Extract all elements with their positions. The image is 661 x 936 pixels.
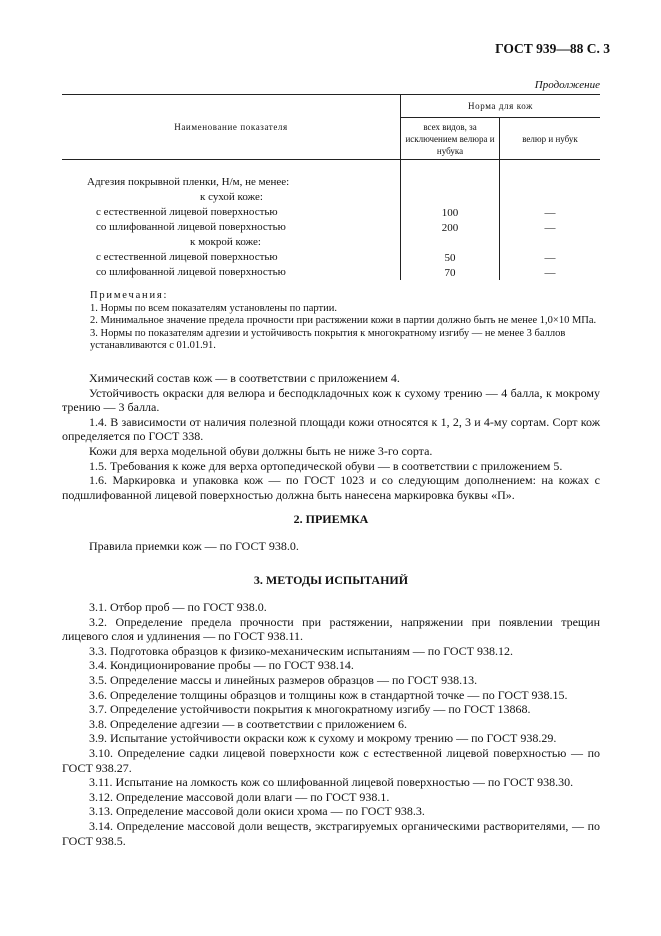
row-value-velour: — [544, 221, 556, 234]
table-row [62, 175, 600, 190]
row-value-velour [500, 235, 601, 250]
note-item: 2. Минимальное значение предела прочности при растяжении кожи в партии должно быть не менее 1,0×10 МПа. [90, 315, 597, 326]
row-name: с естественной лицевой поверхностью [62, 250, 401, 265]
row-value-all: 100 [401, 205, 500, 220]
row-name: к мокрой коже: [62, 235, 401, 250]
list-item: 3.4. Кондиционирование пробы — по ГОСТ 938.14. [89, 658, 354, 673]
paragraph: Кожи для верха модельной обуви должны быть не ниже 3-го сорта. [89, 443, 433, 458]
row-name: со шлифованной лицевой поверхностью [62, 265, 401, 280]
requirements-text [62, 371, 600, 502]
row-name: со шлифованной лицевой поверхностью [62, 220, 401, 235]
list-item: 3.3. Подготовка образцов к физико-механическим испытаниям — по ГОСТ 938.12. [89, 643, 514, 658]
table-row [62, 265, 600, 280]
section-title-test-methods: 3. МЕТОДЫ ИСПЫТАНИЙ [253, 573, 409, 587]
list-item: 3.2. Определение предела прочности при растяжении, напряжении при появлении трещин лицевого слоя и удлинения — по ГОСТ 938.11. [62, 614, 600, 644]
table-row [62, 190, 600, 205]
paragraph: 1.4. В зависимости от наличия полезной площади кожи относятся к 1, 2, 3 и 4-му сортам. Сорт кож определяется по ГОСТ 338. [62, 414, 600, 444]
row-value-velour: — [544, 266, 556, 279]
paragraph: 1.6. Маркировка и упаковка кож — по ГОСТ 1023 и со следующим дополнением: на кожах с подшлифованной лицевой поверхностью должна быть нанесена маркировка буквы «П». [62, 473, 600, 502]
note-item: 1. Нормы по всем показателям установлены по партии. [90, 302, 337, 314]
list-item: 3.11. Испытание на ломкость кож со шлифованной лицевой поверхностью — по ГОСТ 938.30. [89, 775, 574, 790]
list-item: 3.12. Определение массовой доли влаги — по ГОСТ 938.1. [89, 789, 390, 804]
list-item: 3.14. Определение массовой доли веществ, экстрагируемых органическими растворителями, — по ГОСТ 938.5. [62, 818, 600, 848]
row-value-all: 200 [401, 220, 500, 235]
row-value-all: 50 [401, 250, 500, 265]
table-row [62, 220, 600, 235]
row-value-all [401, 235, 500, 250]
notes-title: Примечания: [90, 290, 169, 301]
row-value-velour: — [544, 206, 556, 219]
list-item: 3.1. Отбор проб — по ГОСТ 938.0. [89, 600, 267, 614]
table-row [62, 235, 600, 250]
table-row [62, 205, 600, 220]
row-value-all [401, 175, 500, 190]
row-name: с естественной лицевой поверхностью [62, 205, 401, 220]
list-item: 3.13. Определение массовой доли окиси хрома — по ГОСТ 938.3. [89, 804, 425, 819]
row-name: к сухой коже: [62, 190, 401, 205]
list-item: 3.10. Определение садки лицевой поверхности кож с естественной лицевой поверхностью — по ГОСТ 938.27. [62, 745, 600, 775]
list-item: 3.7. Определение устойчивости покрытия к многократному изгибу — по ГОСТ 13868. [89, 702, 531, 717]
paragraph: 1.5. Требования к коже для верха ортопедической обуви — в соответствии с приложением 5. [89, 458, 563, 473]
page-header: ГОСТ 939—88 С. 3 [495, 41, 610, 56]
row-value-velour [500, 175, 601, 190]
row-name: Адгезия покрывной пленки, Н/м, не менее: [62, 175, 401, 190]
row-value-all [401, 190, 500, 205]
row-value-velour [500, 190, 601, 205]
row-value-all: 70 [401, 265, 500, 280]
section-title-acceptance: 2. ПРИЕМКА [293, 512, 369, 526]
continuation-label: Продолжение [534, 79, 600, 91]
list-item: 3.6. Определение толщины образцов и толщины кож в стандартной точке — по ГОСТ 938.15. [89, 687, 568, 702]
col-header-all-types: всех видов, за исключением велюра и нубука [401, 118, 500, 160]
notes [90, 290, 600, 353]
row-value-velour: — [544, 251, 556, 264]
col-header-velour: велюр и нубук [500, 118, 601, 160]
list-item: 3.9. Испытание устойчивости окраски кож к сухому и мокрому трению — по ГОСТ 938.29. [89, 731, 557, 746]
norms-table [62, 94, 600, 280]
note-item: 3. Нормы по показателям адгезии и устойчивость покрытия к многократному изгибу — не менее 3 баллов устанавливаются с 01.01.91. [90, 327, 566, 351]
acceptance-text [62, 539, 600, 554]
paragraph: Устойчивость окраски для велюра и бесподкладочных кож к сухому трению — 4 балла, к мокрому трению — 3 балла. [62, 385, 600, 415]
paragraph: Правила приемки кож — по ГОСТ 938.0. [89, 539, 299, 553]
test-methods-list [62, 600, 600, 848]
table-row [62, 250, 600, 265]
list-item: 3.5. Определение массы и линейных размеров образцов — по ГОСТ 938.13. [89, 672, 478, 687]
paragraph: Химический состав кож — в соответствии с приложением 4. [89, 371, 400, 385]
col-header-name: Наименование показателя [62, 95, 401, 160]
col-header-norm: Норма для кож [401, 95, 601, 118]
list-item: 3.8. Определение адгезии — в соответствии с приложением 6. [89, 716, 407, 731]
